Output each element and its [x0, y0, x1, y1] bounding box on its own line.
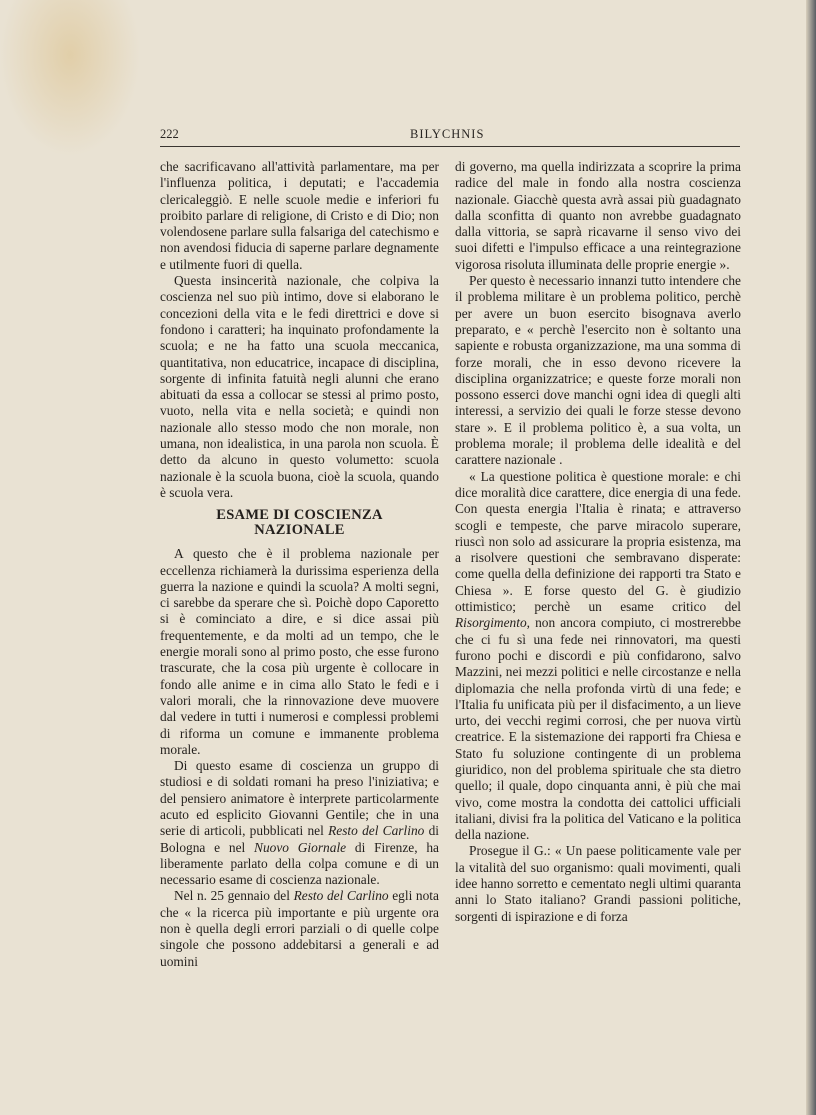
paragraph: che sacrificavano all'attività parlamentare, ma per l'influenza politica, i deputati; e l'accademia clericaleggiò. E nelle scuole medie e inferiori fu proibito parlare di religione, di Cristo e di Dio; non volendosene parlare sulla falsariga del catechismo e non avendosi fiducia di saperne parlare degnamente e utilmente fuori di quella.	[160, 159, 439, 272]
italic-term: Risorgimento	[455, 615, 527, 631]
paragraph	[160, 888, 439, 969]
text-run: , non ancora compiuto, ci mostrerebbe che ci fu sì una fede nei rinnovatori, ma questi furono pochi e discordi e più confidarono, salvo Mazzini, nei mezzi politici e nelle circostanze e nella diplomazia che nella profonda virtù di una fede; e l'Italia fu unificata più per il disfacimento, a un lieve urto, dei vecchi regimi corrosi, che per nuova virtù creatrice. E la sistemazione dei rapporti fra Chiesa e Stato fu soluzione contingente di un problema giuridico, non del problema spirituale che sta dietro quello; il quale, dopo cinquanta anni, è più che mai vivo, come mostra la condotta dei cattolici ufficiali italiani, divisi fra la politica del Vaticano e la politica della nazione.	[455, 615, 741, 843]
newspaper-title: Resto del Carlino	[328, 823, 425, 839]
text-run: egli nota che « la ricerca più importante e più urgente ora non è quella degli errori parziali o di quelle colpe singole che possono addebitarsi a generali e ad uomini	[160, 888, 439, 969]
section-heading	[160, 508, 439, 538]
text-run: di Bologna e nel	[160, 823, 439, 855]
page-edge-shadow	[806, 0, 816, 1115]
page-header	[160, 127, 740, 147]
text-run: Nel n. 25 gennaio del	[174, 888, 294, 904]
paragraph: Prosegue il G.: « Un paese politicamente vale per la vitalità del suo organismo: quali movimenti, quali idee hanno sorretto e cementato negli ultimi quaranta anni lo Stato italiano? Grandi passioni politiche, sorgenti di ispirazione e di forza	[455, 843, 741, 924]
section-heading-line: ESAME DI COSCIENZA	[216, 507, 383, 524]
paragraph: Questa insincerità nazionale, che colpiva la coscienza nel suo più intimo, dove si elaborano le concezioni della vita e le fedi direttrici e dove si fondono i caratteri; ha inquinato profondamente la scuola; e ne ha fatto una scuola meccanica, quantitativa, non educatrice, incapace di disciplina, sorgente di infinita fatuità negli alunni che erano abituati da essa a collocar se stessi al primo posto, vuoto, nella vita e nella società; e quindi non nazionale allo stesso modo che non morale, non umana, non idealistica, in una parola non scuola. È detto da alcuno in questo volumetto: scuola nazionale è la scuola buona, cioè la scuola, quando è scuola vera.	[160, 273, 439, 500]
page-number: 222	[160, 127, 179, 141]
paragraph: A questo che è il problema nazionale per eccellenza richiamerà la durissima esperienza della guerra la nazione e quindi la scuola? A molti segni, ci sarebbe da sperare che sì. Poichè dopo Caporetto si è cominciato a dire, e si dice assai più frequentemente, e da molti ad un tempo, che le energie morali sono al primo posto, che esse furono trascurate, che la cosa più urgente è collocare in fondo alle anime e in cima allo Stato le fedi e i valori morali, che la rinnovazione deve muovere dal vedere in tutti i numerosi e complessi problemi di riforma un comune e immanente problema morale.	[160, 546, 439, 757]
newspaper-title: Resto del Carlino	[293, 888, 389, 904]
left-column	[160, 159, 439, 970]
paragraph	[160, 758, 439, 888]
newspaper-title: Nuovo Giornale	[254, 839, 347, 855]
paragraph	[455, 469, 741, 844]
running-title: BILYCHNIS	[410, 127, 485, 141]
text-run: di Firenze, ha liberamente parlato della colpa comune e di un necessario esame di coscienza nazionale.	[160, 839, 439, 888]
paragraph: di governo, ma quella indirizzata a scoprire la prima radice del male in fondo alla nostra coscienza nazionale. Giacchè questa avrà assai più guadagnato dalla sconfitta di quanto non avrebbe guadagnato dalla vittoria, se saprà ricavarne il senso vivo dei suoi difetti e l'impulso efficace a una reintegrazione vigorosa risoluta illuminata delle proprie energie ».	[455, 159, 741, 272]
right-column	[455, 159, 741, 925]
section-heading-line: NAZIONALE	[254, 522, 345, 539]
text-run: Di questo esame di coscienza un gruppo di studiosi e di soldati romani ha preso l'iniziativa; e del pensiero animatore è interprete particolarmente acuto ed esplicito Giovanni Gentile; che in una serie di articoli, pubblicati nel	[160, 758, 439, 839]
paragraph: Per questo è necessario innanzi tutto intendere che il problema militare è un problema politico, perchè per avere un buon esercito bisognava averlo preparato, e « perchè l'esercito non è soltanto una sapiente e robusta organizzazione, ma una somma di forze morali, che in esso devono ricevere la disciplina organizzatrice; e queste forze morali non possono esserci dove manchi ogni idea di quegli alti interessi, a servizio dei quali le forze stesse devono stare ». E il problema politico è, a sua volta, un problema morale; il problema delle idealità e del carattere nazionale .	[455, 273, 741, 468]
text-run: « La questione politica è questione morale: e chi dice moralità dice carattere, dice energia di una fede. Con questa energia l'Italia è rinata; e attraverso scogli e tempeste, che parve miracolo superare, riuscì non solo ad assicurare la propria esistenza, ma a risolvere questioni che sembravano disperate: come quella della definizione dei rapporti tra Stato e Chiesa ». E forse questo del G. è giudizio ottimistico; perchè un esame critico del	[455, 468, 741, 615]
header-rule	[160, 146, 740, 147]
